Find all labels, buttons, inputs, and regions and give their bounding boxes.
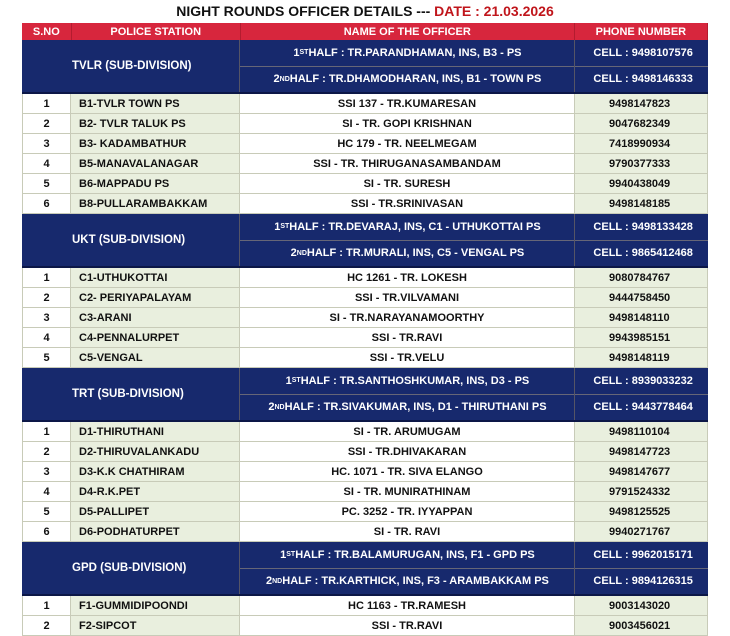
first-half-number: 1: [293, 46, 300, 59]
first-half-ordinal: ST: [291, 377, 301, 385]
first-half: [240, 542, 574, 568]
second-half-ordinal: ND: [279, 75, 290, 83]
first-half-phone: CELL : 9498133428: [593, 220, 693, 233]
subdivision-name: UKT (SUB-DIVISION): [72, 234, 186, 246]
row-phone: 9498147823: [575, 94, 708, 113]
row-officer: HC. 1071 - TR. SIVA ELANGO: [240, 462, 575, 481]
first-half-text: HALF : TR.SANTHOSHKUMAR, INS, D3 - PS: [300, 374, 530, 387]
second-half-number: 2: [266, 575, 273, 588]
page-title: [0, 0, 730, 22]
row-officer: SI - TR. GOPI KRISHNAN: [240, 114, 575, 133]
first-half-text: HALF : TR.DEVARAJ, INS, C1 - UTHUKOTTAI PS: [289, 220, 541, 233]
subdivision-name: TVLR (SUB-DIVISION): [72, 60, 192, 72]
table-row: [22, 422, 708, 442]
second-half-text: HALF : TR.DHAMODHARAN, INS, B1 - TOWN PS: [289, 73, 542, 86]
row-phone: 9498125525: [575, 502, 708, 521]
row-officer: SSI 137 - TR.KUMARESAN: [240, 94, 575, 113]
table-row: [22, 462, 708, 482]
row-officer: PC. 3252 - TR. IYYAPPAN: [240, 502, 575, 521]
first-half-phone: CELL : 8939033232: [593, 374, 693, 387]
first-half-ordinal: ST: [286, 551, 296, 559]
half-phones: [575, 368, 708, 420]
row-officer: SI - TR.NARAYANAMOORTHY: [240, 308, 575, 327]
second-half-ordinal: ND: [274, 403, 285, 411]
first-half-text: HALF : TR.PARANDHAMAN, INS, B3 - PS: [308, 46, 522, 59]
second-half: [240, 66, 574, 93]
table-row: [22, 442, 708, 462]
half-officers: [239, 542, 575, 594]
row-phone: 9003456021: [575, 616, 708, 635]
row-phone: 9047682349: [575, 114, 708, 133]
row-station: B2- TVLR TALUK PS: [71, 114, 240, 133]
row-officer: SSI - TR.RAVI: [240, 328, 575, 347]
first-half-number: 1: [285, 374, 292, 387]
row-station: C1-UTHUKOTTAI: [71, 268, 240, 287]
title-date: DATE : 21.03.2026: [434, 3, 554, 19]
table-row: [22, 134, 708, 154]
half-officers: [239, 40, 575, 92]
table-row: [22, 288, 708, 308]
row-station: B6-MAPPADU PS: [71, 174, 240, 193]
row-phone: 7418990934: [575, 134, 708, 153]
row-sno: 2: [22, 616, 71, 635]
row-station: D6-PODHATURPET: [71, 522, 240, 541]
row-sno: 2: [22, 288, 71, 307]
title-text: NIGHT ROUNDS OFFICER DETAILS ---: [176, 3, 435, 19]
row-officer: HC 1163 - TR.RAMESH: [240, 596, 575, 615]
first-half: [240, 368, 574, 394]
table-row: [22, 616, 708, 636]
row-officer: SI - TR. MUNIRATHINAM: [240, 482, 575, 501]
row-phone: 9791524332: [575, 482, 708, 501]
second-half: [240, 394, 574, 421]
row-sno: 3: [22, 134, 71, 153]
row-sno: 6: [22, 194, 71, 213]
first-half: [240, 214, 574, 240]
header-station: POLICE STATION: [72, 23, 241, 40]
second-half-text: HALF : TR.KARTHICK, INS, F3 - ARAMBAKKAM PS: [282, 575, 549, 588]
row-station: F2-SIPCOT: [71, 616, 240, 635]
row-phone: 9498148185: [575, 194, 708, 213]
row-officer: HC 179 - TR. NEELMEGAM: [240, 134, 575, 153]
header-officer: NAME OF THE OFFICER: [241, 23, 575, 40]
subdivision-name: GPD (SUB-DIVISION): [72, 562, 187, 574]
row-officer: SI - TR. SURESH: [240, 174, 575, 193]
row-phone: 9498148110: [575, 308, 708, 327]
row-sno: 5: [22, 174, 71, 193]
row-phone: 9498148119: [575, 348, 708, 367]
row-officer: SSI - TR.VELU: [240, 348, 575, 367]
half-officers: [239, 368, 575, 420]
row-sno: 1: [22, 268, 71, 287]
table-header: [22, 23, 708, 40]
second-half-ordinal: ND: [272, 577, 283, 585]
row-sno: 4: [22, 328, 71, 347]
table-row: [22, 114, 708, 134]
table-row: [22, 154, 708, 174]
row-station: D3-K.K CHATHIRAM: [71, 462, 240, 481]
row-officer: SSI - TR.DHIVAKARAN: [240, 442, 575, 461]
first-half-ordinal: ST: [299, 49, 309, 57]
row-sno: 1: [22, 422, 71, 441]
row-station: B5-MANAVALANAGAR: [71, 154, 240, 173]
table-row: [22, 94, 708, 114]
row-station: D5-PALLIPET: [71, 502, 240, 521]
row-station: C4-PENNALURPET: [71, 328, 240, 347]
second-half-phone: CELL : 9443778464: [575, 394, 708, 421]
row-sno: 2: [22, 442, 71, 461]
half-officers: [239, 214, 575, 266]
officer-table: [22, 23, 708, 636]
row-officer: SSI - TR.SRINIVASAN: [240, 194, 575, 213]
row-station: C2- PERIYAPALAYAM: [71, 288, 240, 307]
half-phones: [575, 40, 708, 92]
first-half: [240, 40, 574, 66]
table-row: [22, 596, 708, 616]
row-phone: 9498147723: [575, 442, 708, 461]
second-half-phone: CELL : 9894126315: [575, 568, 708, 595]
row-phone: 9940438049: [575, 174, 708, 193]
first-half-phone: CELL : 9962015171: [593, 548, 693, 561]
subdivision-row: [22, 214, 708, 268]
row-sno: 6: [22, 522, 71, 541]
table-row: [22, 194, 708, 214]
row-station: C3-ARANI: [71, 308, 240, 327]
row-sno: 1: [22, 94, 71, 113]
row-station: B1-TVLR TOWN PS: [71, 94, 240, 113]
row-officer: SSI - TR.RAVI: [240, 616, 575, 635]
second-half-text: HALF : TR.MURALI, INS, C5 - VENGAL PS: [306, 247, 525, 260]
row-station: D1-THIRUTHANI: [71, 422, 240, 441]
second-half-phone: CELL : 9865412468: [575, 240, 708, 267]
row-sno: 5: [22, 502, 71, 521]
row-station: D2-THIRUVALANKADU: [71, 442, 240, 461]
second-half-number: 2: [268, 401, 275, 414]
half-phones: [575, 214, 708, 266]
row-phone: 9444758450: [575, 288, 708, 307]
row-sno: 1: [22, 596, 71, 615]
second-half-number: 2: [273, 73, 280, 86]
row-phone: 9940271767: [575, 522, 708, 541]
table-row: [22, 502, 708, 522]
second-half-number: 2: [290, 247, 297, 260]
half-phones: [575, 542, 708, 594]
second-half-phone: CELL : 9498146333: [575, 66, 708, 93]
row-phone: 9498110104: [575, 422, 708, 441]
row-officer: SI - TR. RAVI: [240, 522, 575, 541]
row-station: C5-VENGAL: [71, 348, 240, 367]
first-half-phone: CELL : 9498107576: [593, 46, 693, 59]
row-station: B3- KADAMBATHUR: [71, 134, 240, 153]
row-sno: 3: [22, 462, 71, 481]
first-half-text: HALF : TR.BALAMURUGAN, INS, F1 - GPD PS: [295, 548, 535, 561]
table-body: [22, 40, 708, 636]
second-half: [240, 568, 574, 595]
second-half: [240, 240, 574, 267]
header-sno: S.NO: [22, 23, 72, 40]
row-phone: 9080784767: [575, 268, 708, 287]
row-sno: 2: [22, 114, 71, 133]
row-officer: SSI - TR. THIRUGANASAMBANDAM: [240, 154, 575, 173]
first-half-number: 1: [274, 220, 281, 233]
second-half-text: HALF : TR.SIVAKUMAR, INS, D1 - THIRUTHANI PS: [284, 401, 547, 414]
subdivision-row: [22, 542, 708, 596]
row-sno: 3: [22, 308, 71, 327]
row-sno: 4: [22, 154, 71, 173]
row-sno: 5: [22, 348, 71, 367]
table-row: [22, 522, 708, 542]
table-row: [22, 348, 708, 368]
table-row: [22, 268, 708, 288]
first-half-number: 1: [280, 548, 287, 561]
row-phone: 9003143020: [575, 596, 708, 615]
row-station: D4-R.K.PET: [71, 482, 240, 501]
table-row: [22, 482, 708, 502]
row-officer: SSI - TR.VILVAMANI: [240, 288, 575, 307]
subdivision-row: [22, 40, 708, 94]
second-half-ordinal: ND: [296, 249, 307, 257]
row-phone: 9943985151: [575, 328, 708, 347]
subdivision-name: TRT (SUB-DIVISION): [72, 388, 184, 400]
row-officer: SI - TR. ARUMUGAM: [240, 422, 575, 441]
row-officer: HC 1261 - TR. LOKESH: [240, 268, 575, 287]
first-half-ordinal: ST: [280, 223, 290, 231]
row-phone: 9498147677: [575, 462, 708, 481]
row-station: F1-GUMMIDIPOONDI: [71, 596, 240, 615]
table-row: [22, 174, 708, 194]
header-phone: PHONE NUMBER: [575, 23, 708, 40]
row-sno: 4: [22, 482, 71, 501]
table-row: [22, 308, 708, 328]
row-phone: 9790377333: [575, 154, 708, 173]
subdivision-row: [22, 368, 708, 422]
table-row: [22, 328, 708, 348]
row-station: B8-PULLARAMBAKKAM: [71, 194, 240, 213]
